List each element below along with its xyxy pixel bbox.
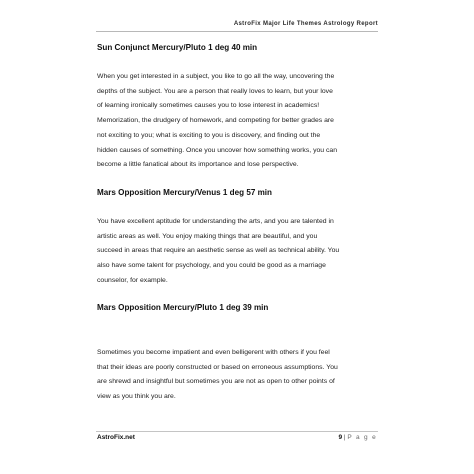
body-line: depths of the subject. You are a person that really loves to learn, but your love (97, 87, 333, 95)
body-line: Memorization, the drudgery of homework, and competing for better grades are (97, 117, 334, 125)
page-label: P a g e (347, 434, 377, 441)
body-line: view as you think you are. (97, 393, 176, 401)
section-body-mars-opposition-mercury-venus (97, 215, 339, 289)
page-number: 9 (338, 434, 343, 441)
body-line: of learning ironically sometimes causes you to lose interest in academics! (97, 102, 320, 110)
body-line: artistic areas as well. You enjoy making things that are beautiful, and you (97, 232, 318, 240)
section-title-mars-opposition-mercury-venus: Mars Opposition Mercury/Venus 1 deg 57 min (97, 188, 272, 197)
body-line: become a little fanatical about its importance and lose perspective. (97, 161, 299, 169)
body-line: counselor, for example. (97, 276, 168, 284)
body-line: hidden causes of something. Once you uncover how something works, you can (97, 146, 338, 154)
body-line: also have some talent for psychology, and you could be good as a marriage (97, 262, 326, 270)
page-indicator (338, 434, 377, 441)
body-line: not exciting to you; what is exciting to you is discovery, and finding out the (97, 131, 321, 139)
section-title-mars-opposition-mercury-pluto: Mars Opposition Mercury/Pluto 1 deg 39 min (97, 303, 269, 312)
section-body-sun-conjunct-mercury-pluto (97, 70, 337, 173)
body-line: that their ideas are poorly constructed or based on erroneous assumptions. You (97, 363, 338, 371)
body-line: When you get interested in a subject, you like to go all the way, uncovering the (97, 73, 335, 80)
footer-site-name: AstroFix.net (97, 434, 135, 441)
page-separator: | (343, 434, 346, 441)
body-line: You have excellent aptitude for understanding the arts, and you are talented in (97, 218, 334, 225)
section-title-sun-conjunct-mercury-pluto: Sun Conjunct Mercury/Pluto 1 deg 40 min (97, 43, 258, 52)
header-divider (96, 31, 378, 32)
body-line: succeed in areas that require an aesthetic sense as well as technical ability. You (97, 247, 340, 255)
footer-divider (96, 431, 378, 432)
running-header: AstroFix Major Life Themes Astrology Report (233, 21, 378, 27)
body-line: Sometimes you become impatient and even belligerent with others if you feel (97, 349, 330, 356)
body-line: are shrewd and insightful but sometimes you are not as open to other points of (97, 378, 335, 386)
section-body-mars-opposition-mercury-pluto (97, 346, 338, 405)
